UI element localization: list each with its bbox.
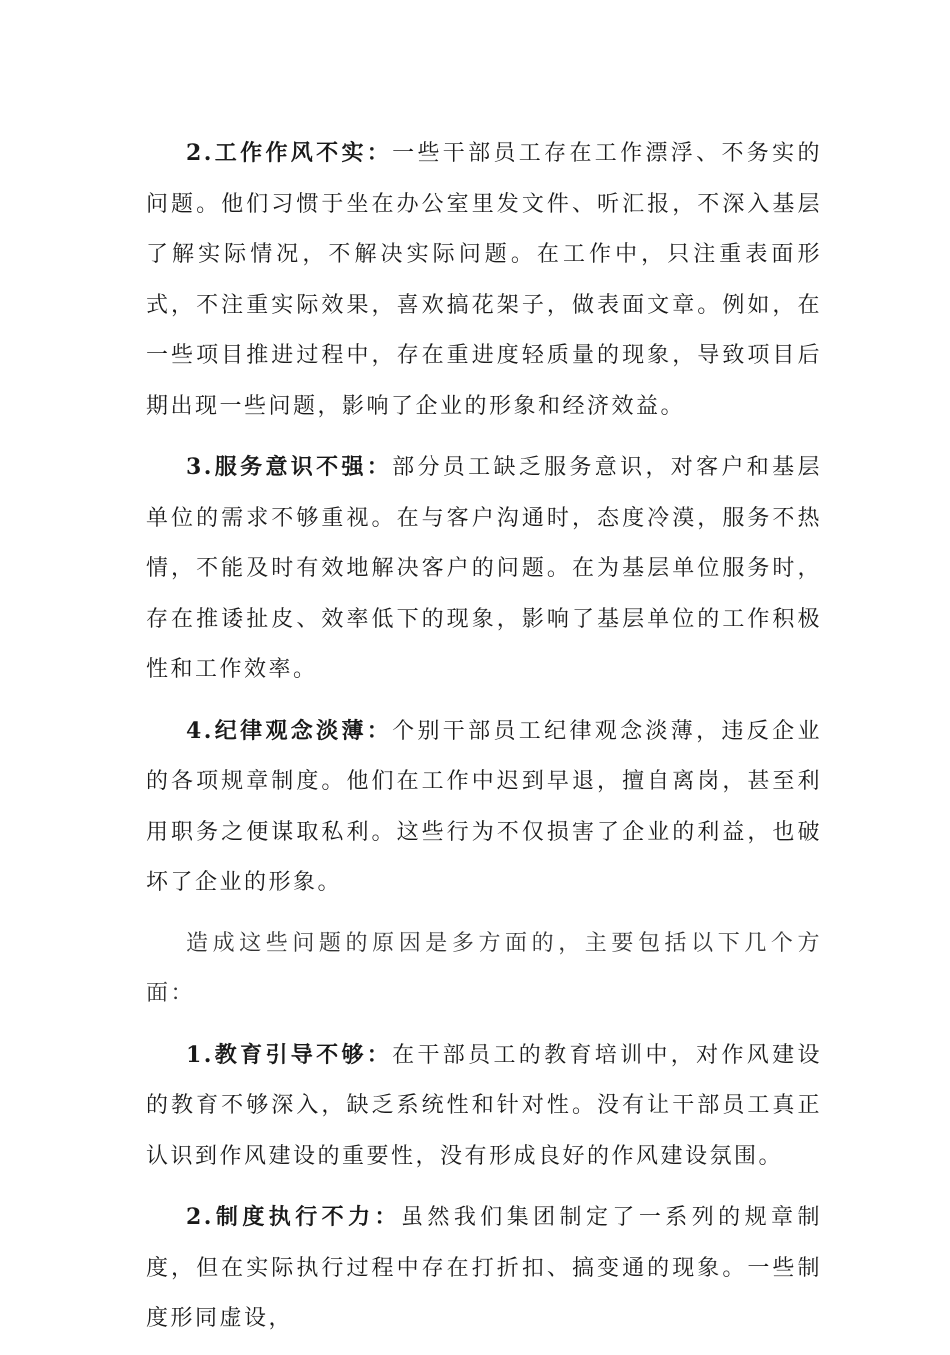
paragraph-enforcement	[146, 1192, 822, 1345]
paragraph-number: 1.	[186, 1041, 214, 1068]
paragraph-service-awareness	[146, 442, 822, 696]
paragraph-heading: 服务意识不强：	[213, 454, 393, 480]
document-page	[146, 128, 822, 1355]
paragraph-work-style	[146, 128, 822, 432]
paragraph-causes-intro	[146, 919, 822, 1020]
paragraph-body: 在干部员工的教育培训中，对作风建设的教育不够深入，缺乏系统性和针对性。没有让干部员工真正认识到作风建设的重要性，没有形成良好的作风建设氛围。	[146, 1042, 822, 1169]
paragraph-body: 一些干部员工存在工作漂浮、不务实的问题。他们习惯于坐在办公室里发文件、听汇报，不深入基层了解实际情况，不解决实际问题。在工作中，只注重表面形式，不注重实际效果，喜欢搞花架子，做表面文章。例如，在一些项目推进过程中，存在重进度轻质量的现象，导致项目后期出现一些问题，影响了企业的形象和经济效益。	[146, 141, 822, 419]
paragraph-heading: 教育引导不够：	[213, 1041, 393, 1068]
paragraph-education	[146, 1030, 822, 1183]
paragraph-body: 部分员工缺乏服务意识，对客户和基层单位的需求不够重视。在与客户沟通时，态度冷漠，服务不热情，不能及时有效地解决客户的问题。在为基层单位服务时，存在推诿扯皮、效率低下的现象，影响了基层单位的工作积极性和工作效率。	[146, 455, 822, 682]
paragraph-discipline	[146, 706, 822, 909]
paragraph-number: 2.	[186, 140, 214, 166]
paragraph-text: 造成这些问题的原因是多方面的，主要包括以下几个方面：	[146, 930, 822, 1006]
paragraph-number: 3.	[186, 454, 214, 480]
paragraph-heading: 纪律观念淡薄：	[213, 717, 393, 744]
paragraph-number: 4.	[186, 717, 214, 744]
paragraph-body: 个别干部员工纪律观念淡薄，违反企业的各项规章制度。他们在工作中迟到早退，擅自离岗，甚至利用职务之便谋取私利。这些行为不仅损害了企业的利益，也破坏了企业的形象。	[146, 718, 822, 895]
paragraph-heading: 工作作风不实：	[213, 140, 393, 166]
paragraph-heading: 制度执行不力：	[213, 1204, 401, 1230]
paragraph-body: 虽然我们集团制定了一系列的规章制度，但在实际执行过程中存在打折扣、搞变通的现象。一些制度形同虚设，	[146, 1205, 822, 1331]
paragraph-number: 2.	[186, 1204, 214, 1230]
